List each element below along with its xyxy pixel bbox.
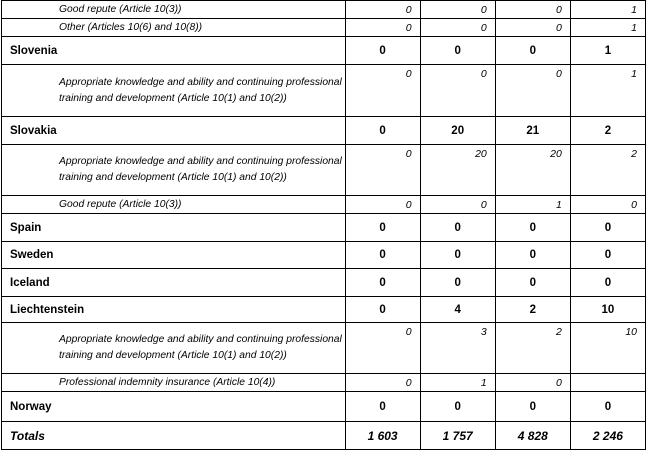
- value-cell: 0: [495, 374, 570, 392]
- value-cell: 0: [495, 214, 570, 242]
- row-label: Good repute (Article 10(3)): [2, 196, 346, 214]
- value-cell: 1: [495, 196, 570, 214]
- value-cell: 4 828: [495, 422, 570, 450]
- row-label: Good repute (Article 10(3)): [2, 1, 346, 19]
- value-cell: 10: [570, 297, 645, 323]
- row-label: Totals: [2, 422, 346, 450]
- row-label: Norway: [2, 392, 346, 422]
- value-cell: 21: [495, 117, 570, 145]
- sub-row: [2, 19, 646, 37]
- value-cell: 2 246: [570, 422, 645, 450]
- value-cell: 20: [420, 117, 495, 145]
- value-cell: 0: [345, 214, 420, 242]
- value-cell: 0: [495, 1, 570, 19]
- country-row: [2, 37, 646, 65]
- value-cell: 0: [420, 37, 495, 65]
- value-cell: 1: [570, 19, 645, 37]
- value-cell: 0: [570, 392, 645, 422]
- row-label: Other (Articles 10(6) and 10(8)): [2, 19, 346, 37]
- value-cell: 3: [420, 323, 495, 374]
- value-cell: 0: [420, 19, 495, 37]
- value-cell: 0: [495, 242, 570, 269]
- value-cell: 0: [570, 196, 645, 214]
- value-cell: 0: [345, 65, 420, 117]
- value-cell: 0: [345, 269, 420, 297]
- value-cell: 0: [420, 214, 495, 242]
- sub-row: [2, 1, 646, 19]
- sub-row: [2, 65, 646, 117]
- totals-row: [2, 422, 646, 450]
- value-cell: 0: [495, 65, 570, 117]
- statistics-table: [1, 0, 646, 450]
- sub-row: [2, 323, 646, 374]
- row-label: Slovenia: [2, 37, 346, 65]
- value-cell: 0: [570, 242, 645, 269]
- row-label: Liechtenstein: [2, 297, 346, 323]
- row-label: Spain: [2, 214, 346, 242]
- value-cell: [570, 374, 645, 392]
- value-cell: 1 603: [345, 422, 420, 450]
- country-row: [2, 392, 646, 422]
- value-cell: 0: [345, 1, 420, 19]
- value-cell: 1 757: [420, 422, 495, 450]
- country-row: [2, 242, 646, 269]
- value-cell: 0: [495, 19, 570, 37]
- row-label: Iceland: [2, 269, 346, 297]
- value-cell: 0: [420, 196, 495, 214]
- row-label: Appropriate knowledge and ability and continuing professional training and development (Article 10(1) and 10(2)): [2, 323, 346, 374]
- value-cell: 2: [570, 145, 645, 196]
- row-label: Slovakia: [2, 117, 346, 145]
- table-body: [2, 1, 646, 450]
- value-cell: 1: [570, 65, 645, 117]
- value-cell: 0: [345, 297, 420, 323]
- value-cell: 0: [495, 269, 570, 297]
- value-cell: 0: [420, 392, 495, 422]
- value-cell: 0: [420, 269, 495, 297]
- row-label: Sweden: [2, 242, 346, 269]
- value-cell: 0: [345, 374, 420, 392]
- value-cell: 0: [345, 37, 420, 65]
- value-cell: 0: [420, 1, 495, 19]
- value-cell: 0: [345, 19, 420, 37]
- value-cell: 0: [420, 65, 495, 117]
- sub-row: [2, 145, 646, 196]
- country-row: [2, 117, 646, 145]
- value-cell: 0: [345, 117, 420, 145]
- value-cell: 0: [570, 269, 645, 297]
- country-row: [2, 297, 646, 323]
- value-cell: 0: [495, 37, 570, 65]
- value-cell: 1: [570, 1, 645, 19]
- value-cell: 20: [495, 145, 570, 196]
- value-cell: 2: [495, 323, 570, 374]
- country-row: [2, 269, 646, 297]
- value-cell: 0: [345, 145, 420, 196]
- value-cell: 0: [345, 196, 420, 214]
- row-label: Appropriate knowledge and ability and continuing professional training and development (Article 10(1) and 10(2)): [2, 145, 346, 196]
- value-cell: 0: [345, 323, 420, 374]
- row-label: Appropriate knowledge and ability and continuing professional training and development (Article 10(1) and 10(2)): [2, 65, 346, 117]
- value-cell: 2: [570, 117, 645, 145]
- value-cell: 0: [495, 392, 570, 422]
- value-cell: 0: [570, 214, 645, 242]
- value-cell: 20: [420, 145, 495, 196]
- row-label: Professional indemnity insurance (Article 10(4)): [2, 374, 346, 392]
- value-cell: 0: [420, 242, 495, 269]
- value-cell: 1: [420, 374, 495, 392]
- value-cell: 2: [495, 297, 570, 323]
- value-cell: 4: [420, 297, 495, 323]
- sub-row: [2, 374, 646, 392]
- sub-row: [2, 196, 646, 214]
- country-row: [2, 214, 646, 242]
- value-cell: 1: [570, 37, 645, 65]
- value-cell: 0: [345, 242, 420, 269]
- value-cell: 10: [570, 323, 645, 374]
- value-cell: 0: [345, 392, 420, 422]
